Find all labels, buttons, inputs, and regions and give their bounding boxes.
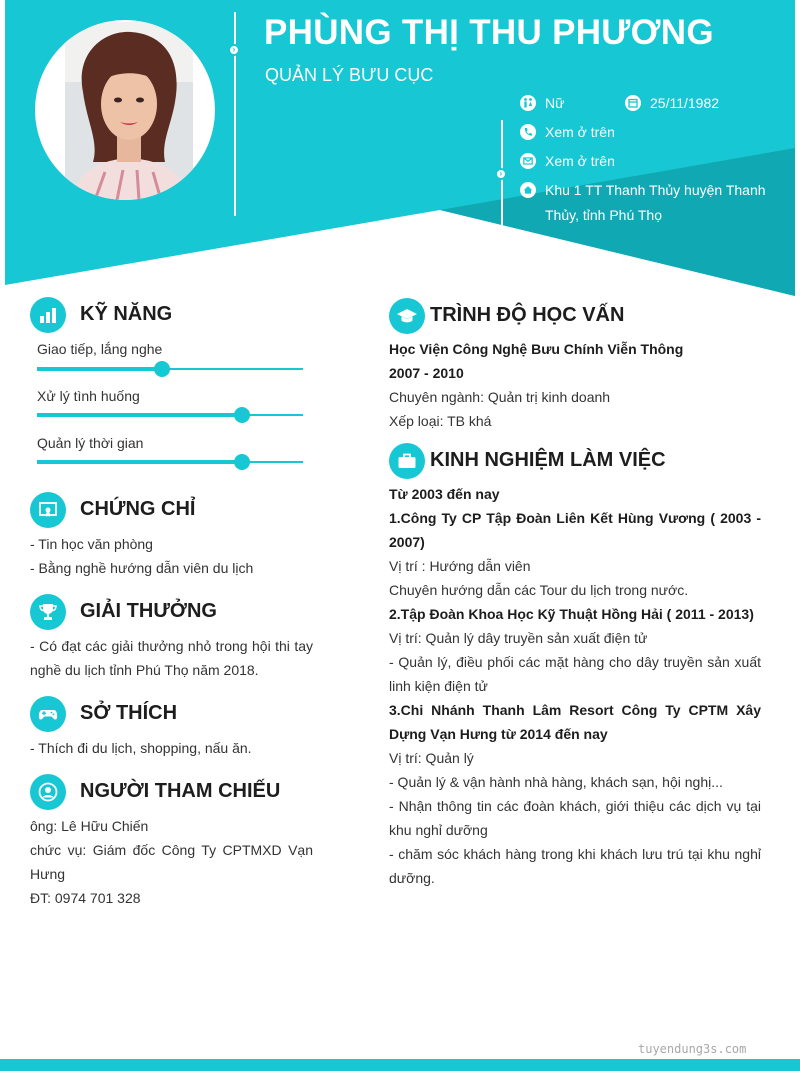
education-section-icon <box>389 298 425 334</box>
birthday-value: 25/11/1982 <box>650 95 720 111</box>
job-line: Vị trí: Quản lý <box>389 750 474 766</box>
awards-section-icon <box>30 594 66 630</box>
school-name: Học Viện Công Nghệ Bưu Chính Viễn Thông <box>389 341 684 357</box>
gender-icon <box>520 95 536 111</box>
skills-section-icon <box>30 297 66 333</box>
calendar-icon <box>625 95 641 111</box>
references-details <box>30 814 313 910</box>
gender-item <box>520 91 564 116</box>
candidate-name: PHÙNG THỊ THU PHƯƠNG <box>264 13 714 52</box>
reference-position: chức vụ: Giám đốc Công Ty CPTMXD Vạn Hưng <box>30 842 313 882</box>
experience-section-icon <box>389 443 425 479</box>
hobbies-title: SỞ THÍCH <box>80 702 178 724</box>
avatar <box>35 20 215 200</box>
education-title: TRÌNH ĐỘ HỌC VẤN <box>430 304 625 326</box>
graduation-cap-icon <box>397 306 417 326</box>
footer-bar <box>0 1059 800 1071</box>
birthday-item <box>625 91 719 116</box>
skill-name: Giao tiếp, lắng nghe <box>37 341 163 357</box>
skill-bar-fill <box>37 460 242 464</box>
home-icon <box>520 182 536 198</box>
skill-name: Quản lý thời gian <box>37 435 144 451</box>
divider-marker: › <box>228 44 240 56</box>
job-line: - Quản lý, điều phối các mặt hàng cho dây truyền sản xuất linh kiện điện tử <box>389 654 761 694</box>
email-icon <box>520 153 536 169</box>
references-title: NGƯỜI THAM CHIẾU <box>80 780 281 802</box>
phone-item <box>520 120 615 145</box>
hobbies-text: - Thích đi du lịch, shopping, nấu ăn. <box>30 740 252 756</box>
company-name: 1.Công Ty CP Tập Đoàn Liên Kết Hùng Vương ( 2003 - 2007) <box>389 510 761 550</box>
job-line: Vị trí : Hướng dẫn viên <box>389 558 531 574</box>
experience-period: Từ 2003 đến nay <box>389 486 500 502</box>
hobbies-section-icon <box>30 696 66 732</box>
references-section-icon <box>30 774 66 810</box>
awards-text: - Có đạt các giải thưởng nhỏ trong hội thi tay nghề du lịch tỉnh Phú Thọ năm 2018. <box>30 638 313 678</box>
email-item <box>520 149 615 174</box>
education-grade: Xếp loại: TB khá <box>389 413 492 429</box>
list-item: - Bằng nghề hướng dẫn viên du lịch <box>30 560 254 576</box>
experience-title: KINH NGHIỆM LÀM VIỆC <box>430 449 666 471</box>
education-major: Chuyên ngành: Quản trị kinh doanh <box>389 389 611 405</box>
header-divider <box>234 12 236 216</box>
skill-bar-knob <box>234 407 250 423</box>
reference-name: ông: Lê Hữu Chiến <box>30 818 149 834</box>
certificates-list <box>30 532 315 580</box>
education-period: 2007 - 2010 <box>389 365 464 381</box>
skill-bar-fill <box>37 413 242 417</box>
certificates-section-icon <box>30 492 66 528</box>
trophy-icon <box>38 602 58 622</box>
job-title: QUẢN LÝ BƯU CỤC <box>265 65 434 85</box>
user-icon <box>38 782 58 802</box>
bar-chart-icon <box>38 305 58 325</box>
certificates-title: CHỨNG CHỈ <box>80 498 196 520</box>
reference-phone: ĐT: 0974 701 328 <box>30 890 141 906</box>
job-line: - Nhận thông tin các đoàn khách, giới thiệu các dịch vụ tại khu nghỉ dưỡng <box>389 798 761 838</box>
experience-details <box>389 482 761 890</box>
job-line: Vị trí: Quản lý dây truyền sản xuất điện tử <box>389 630 648 646</box>
skill-bar <box>37 414 303 416</box>
job-line: Chuyên hướng dẫn các Tour du lịch trong nước. <box>389 582 689 598</box>
certificate-icon <box>38 500 58 520</box>
contact-divider-marker: › <box>495 168 507 180</box>
phone-value: Xem ở trên <box>545 124 615 140</box>
address-item <box>520 178 770 228</box>
education-details <box>389 337 761 433</box>
skill-bar-knob <box>154 361 170 377</box>
phone-icon <box>520 124 536 140</box>
job-line: - chăm sóc khách hàng trong khi khách lưu trú tại khu nghỉ dưỡng. <box>389 846 761 886</box>
watermark: tuyendung3s.com <box>638 1042 747 1056</box>
company-name: 3.Chi Nhánh Thanh Lâm Resort Công Ty CPTM Xây Dựng Vạn Hưng từ 2014 đến nay <box>389 702 761 742</box>
job-line: - Quản lý & vận hành nhà hàng, khách sạn, hội nghị... <box>389 774 723 790</box>
gender-value: Nữ <box>545 95 565 111</box>
list-item: - Tin học văn phòng <box>30 536 153 552</box>
skill-bar <box>37 368 303 370</box>
skill-bar-knob <box>234 454 250 470</box>
skill-name: Xử lý tình huống <box>37 388 140 404</box>
profile-photo <box>65 22 193 200</box>
skills-title: KỸ NĂNG <box>80 303 173 325</box>
address-value: Khu 1 TT Thanh Thủy huyện Thanh Thủy, tỉnh Phú Thọ <box>545 182 766 223</box>
skill-bar <box>37 461 303 463</box>
briefcase-icon <box>397 451 417 471</box>
company-name: 2.Tập Đoàn Khoa Học Kỹ Thuật Hồng Hải ( 2011 - 2013) <box>389 606 754 622</box>
awards-title: GIẢI THƯỞNG <box>80 600 217 622</box>
gamepad-icon <box>38 704 58 724</box>
skill-bar-fill <box>37 367 162 371</box>
email-value: Xem ở trên <box>545 153 615 169</box>
